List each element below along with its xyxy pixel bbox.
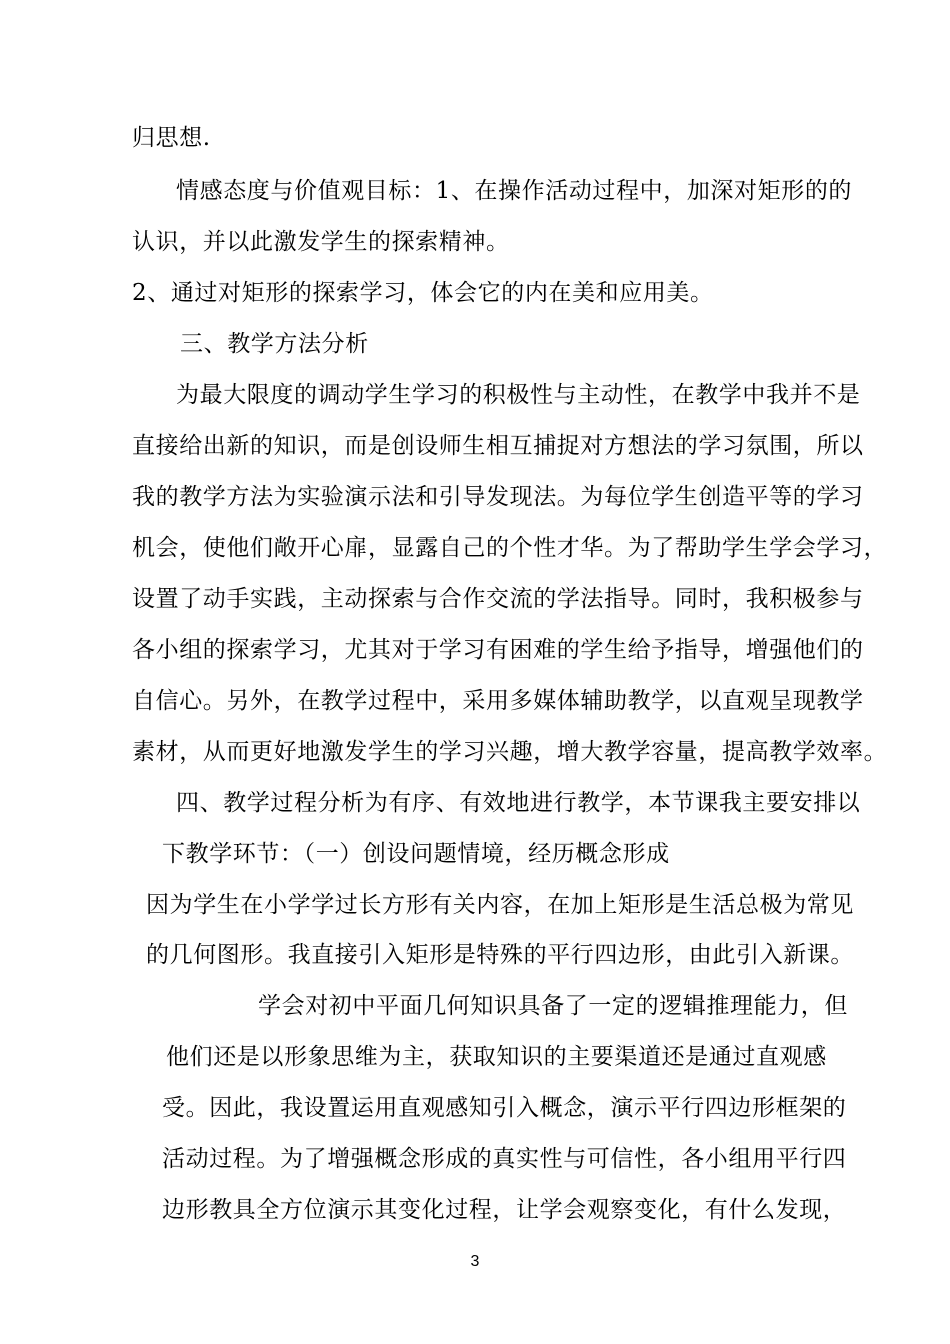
text-line: 为最大限度的调动学生学习的积极性与主动性，在教学中我并不是	[176, 382, 861, 408]
text-line: 认识，并以此激发学生的探索精神。	[132, 229, 510, 255]
section-heading: 三、教学方法分析	[180, 331, 369, 357]
text-line: 情感态度与价值观目标：1、在操作活动过程中，加深对矩形的的	[176, 178, 853, 204]
text-line: 自信心。另外，在教学过程中，采用多媒体辅助教学，以直观呈现教学	[132, 688, 864, 714]
text-line: 素材，从而更好地激发学生的学习兴趣，增大教学容量，提高教学效率。	[132, 739, 888, 765]
text-line: 活动过程。为了增强概念形成的真实性与可信性，各小组用平行四	[162, 1146, 847, 1172]
text-line: 受。因此，我设置运用直观感知引入概念，演示平行四边形框架的	[162, 1095, 847, 1121]
text-line: 直接给出新的知识，而是创设师生相互捕捉对方想法的学习氛围，所以	[132, 433, 864, 459]
section-heading: 四、教学过程分析为有序、有效地进行教学，本节课我主要安排以	[176, 790, 861, 816]
text-line: 边形教具全方位演示其变化过程，让学会观察变化，有什么发现，	[162, 1197, 847, 1223]
page-number: 3	[470, 1253, 480, 1270]
text-line: 的几何图形。我直接引入矩形是特殊的平行四边形，由此引入新课。	[146, 942, 854, 968]
text-line: 2、通过对矩形的探索学习，体会它的内在美和应用美。	[132, 280, 714, 306]
text-line: 他们还是以形象思维为主，获取知识的主要渠道还是通过直观感	[166, 1044, 827, 1070]
text-line: 设置了动手实践，主动探索与合作交流的学法指导。同时，我积极参与	[132, 586, 864, 612]
text-line: 学会对初中平面几何知识具备了一定的逻辑推理能力，但	[258, 993, 848, 1019]
text-line: 因为学生在小学学过长方形有关内容，在加上矩形是生活总极为常见	[146, 892, 854, 918]
text-line: 机会，使他们敞开心扉，显露自己的个性才华。为了帮助学生学会学习，	[132, 535, 888, 561]
text-line: 下教学环节：（一）创设问题情境，经历概念形成	[162, 841, 670, 867]
text-line: 我的教学方法为实验演示法和引导发现法。为每位学生创造平等的学习	[132, 484, 864, 510]
text-line: 归思想.	[132, 125, 211, 151]
text-line: 各小组的探索学习，尤其对于学习有困难的学生给予指导，增强他们的	[132, 637, 864, 663]
